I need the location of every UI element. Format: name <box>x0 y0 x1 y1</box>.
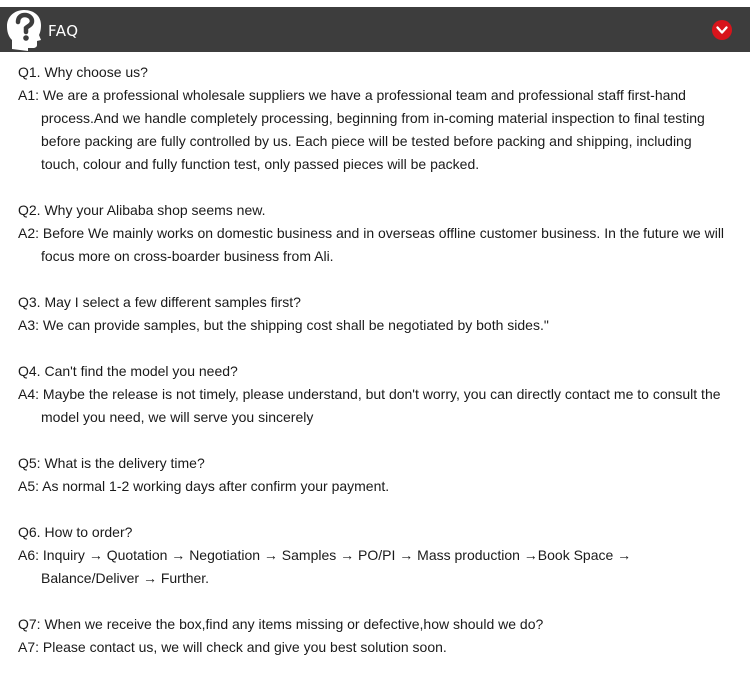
faq-answer: A6: Inquiry → Quotation → Negotiation → Samples → PO/PI → Mass production →Book Space → Balance/Deliver → Further. <box>18 547 632 586</box>
faq-question: Q4. Can't find the model you need? <box>18 363 238 379</box>
faq-answer: A1: We are a professional wholesale suppliers we have a professional team and professional staff first-hand process.And we handle completely processing, beginning from in-coming material inspection to final testing before packing are fully controlled by us. Each piece will be tested before packing and shipping, including touch, colour and fully function test, only passed pieces will be packed. <box>18 87 705 172</box>
faq-answer: A3: We can provide samples, but the shipping cost shall be negotiated by both sides." <box>18 317 549 333</box>
faq-item <box>0 291 750 337</box>
faq-answer: A5: As normal 1-2 working days after confirm your payment. <box>18 478 390 494</box>
faq-question: Q6. How to order? <box>18 524 133 540</box>
faq-item <box>0 360 750 429</box>
faq-question: Q3. May I select a few different samples first? <box>18 294 301 310</box>
faq-answer: A7: Please contact us, we will check and give you best solution soon. <box>18 639 447 655</box>
faq-list <box>0 61 750 682</box>
faq-question: Q7: When we receive the box,find any items missing or defective,how should we do? <box>18 616 544 632</box>
faq-item <box>0 521 750 590</box>
faq-item <box>0 61 750 176</box>
faq-title: FAQ <box>48 22 79 40</box>
faq-answer: A2: Before We mainly works on domestic business and in overseas offline customer business. In the future we will focus more on cross-boarder business from Ali. <box>18 225 725 264</box>
chevron-down-icon <box>712 20 732 40</box>
faq-item <box>0 452 750 498</box>
faq-header <box>0 7 750 52</box>
question-head-icon <box>6 9 42 51</box>
faq-question: Q1. Why choose us? <box>18 64 148 80</box>
collapse-toggle[interactable] <box>712 20 732 40</box>
faq-question: Q2. Why your Alibaba shop seems new. <box>18 202 266 218</box>
faq-item <box>0 613 750 659</box>
faq-item <box>0 199 750 268</box>
faq-answer: A4: Maybe the release is not timely, please understand, but don't worry, you can directly contact me to consult the model you need, we will serve you sincerely <box>18 386 721 425</box>
faq-question: Q5: What is the delivery time? <box>18 455 205 471</box>
